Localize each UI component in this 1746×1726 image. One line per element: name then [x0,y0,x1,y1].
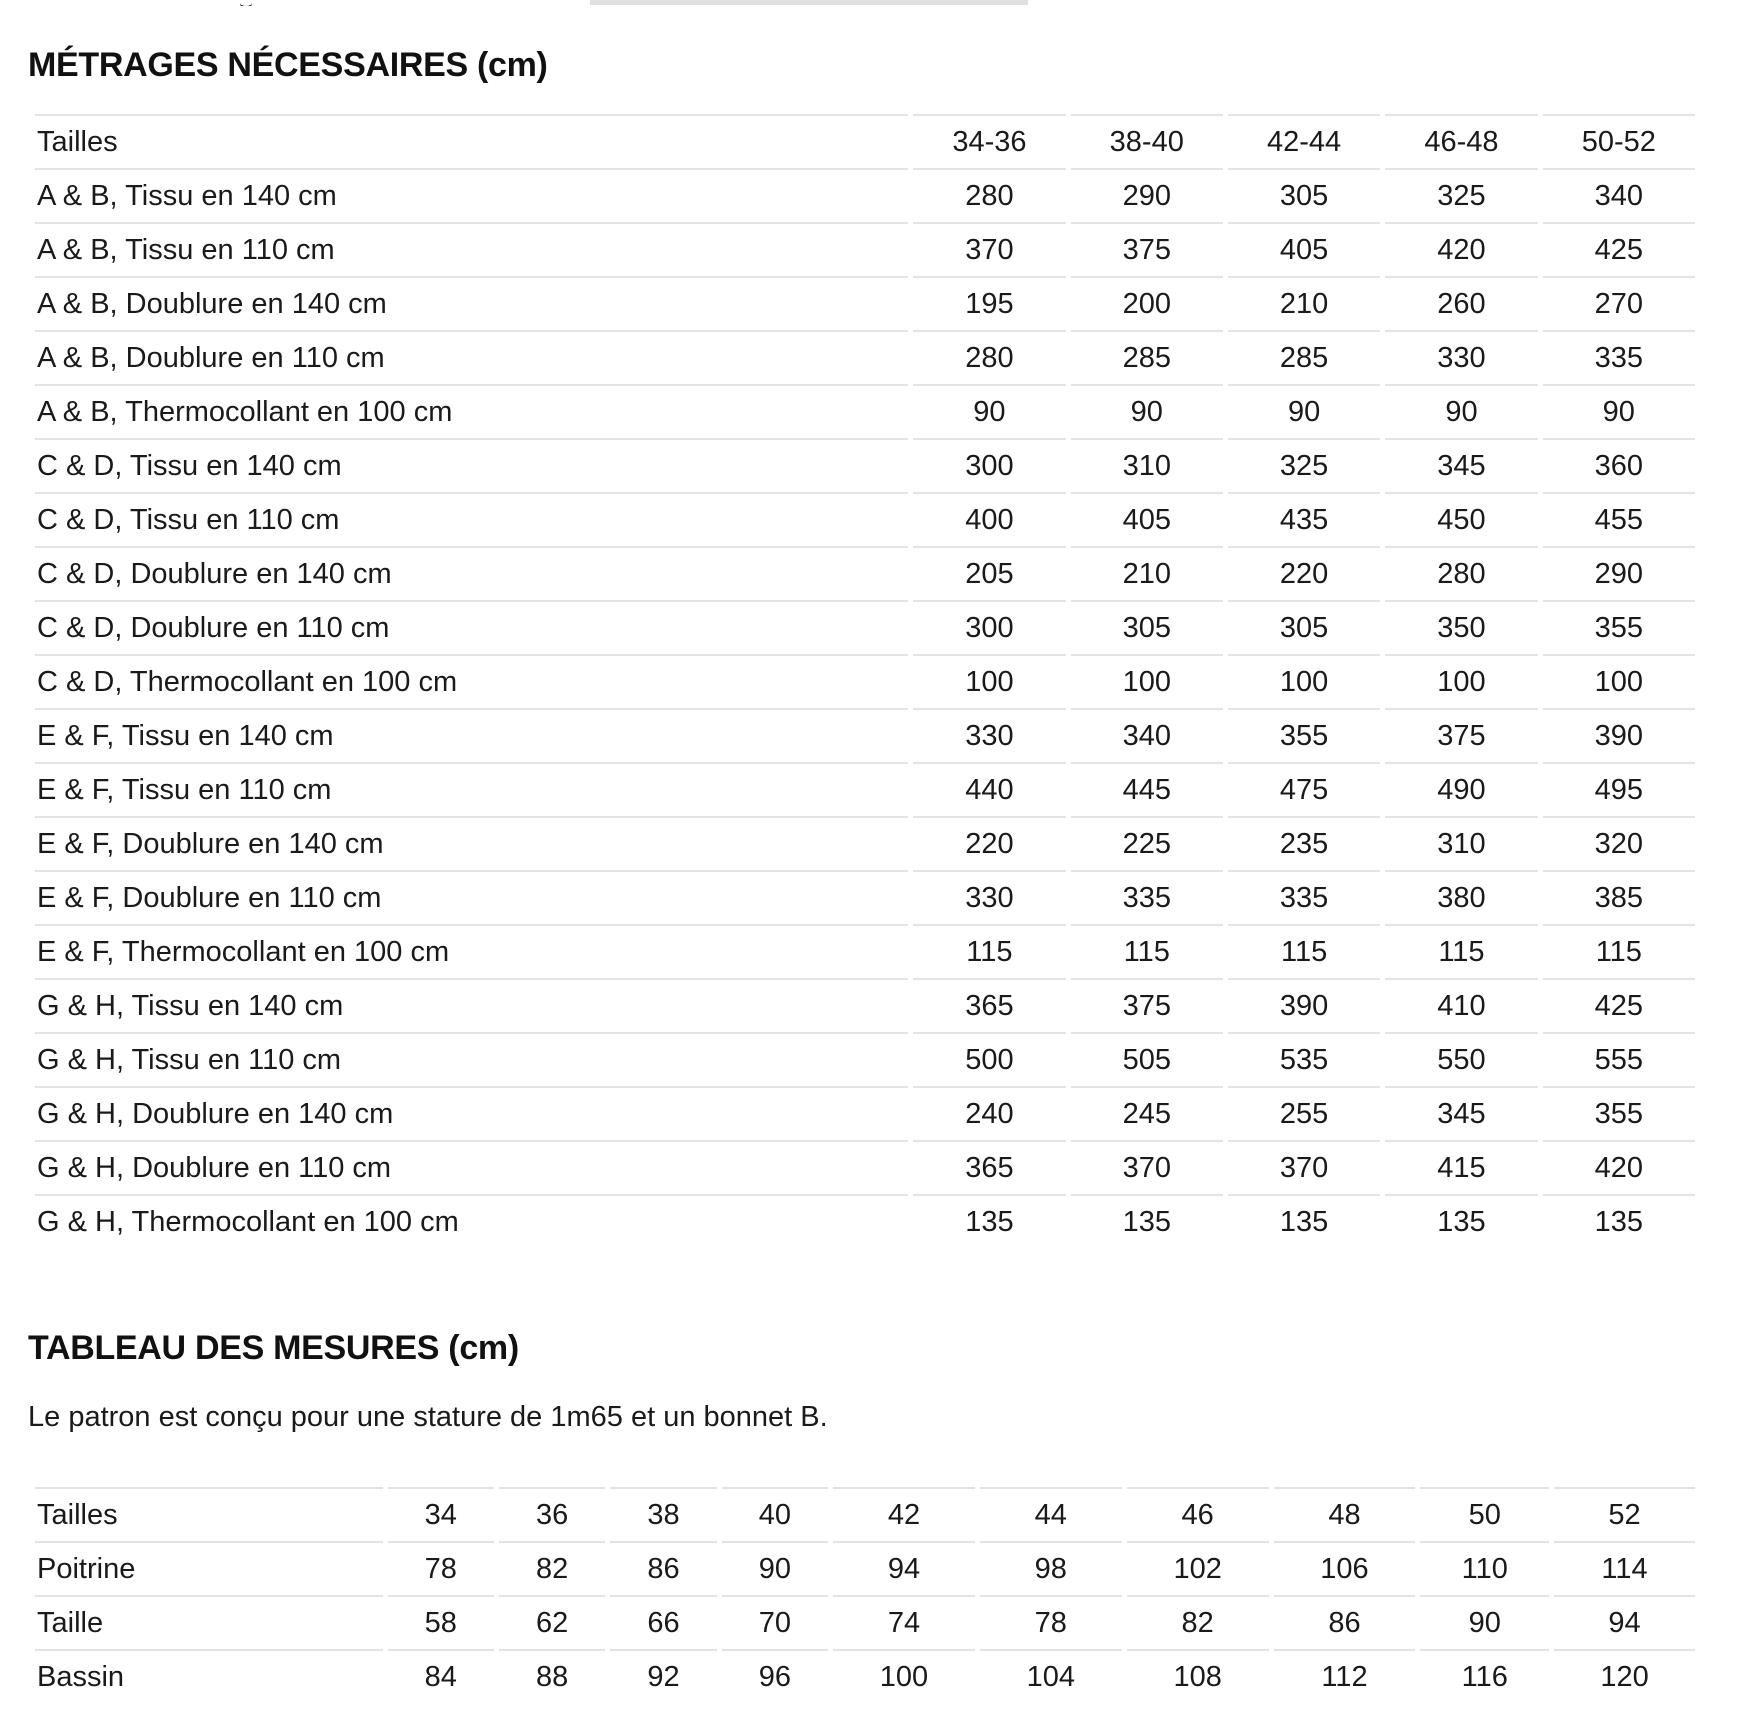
size-header: 38-40 [1071,114,1223,168]
value-cell: 435 [1228,492,1380,546]
value-cell: 325 [1385,168,1537,222]
value-cell: 285 [1228,330,1380,384]
sizes-header-label: Tailles [35,1487,383,1541]
value-cell: 255 [1228,1086,1380,1140]
table-row [35,654,1695,708]
row-label: Poitrine [35,1541,383,1595]
table-row [35,1086,1695,1140]
value-cell: 100 [1543,654,1695,708]
value-cell: 380 [1385,870,1537,924]
value-cell: 66 [610,1595,716,1649]
value-cell: 78 [980,1595,1122,1649]
value-cell: 355 [1228,708,1380,762]
value-cell: 490 [1385,762,1537,816]
table-row [35,438,1695,492]
value-cell: 82 [1127,1595,1269,1649]
mesures-title: TABLEAU DES MESURES (cm) [28,1329,519,1367]
value-cell: 86 [610,1541,716,1595]
value-cell: 100 [1228,654,1380,708]
value-cell: 375 [1071,222,1223,276]
value-cell: 90 [722,1541,828,1595]
value-cell: 210 [1228,276,1380,330]
value-cell: 92 [610,1649,716,1703]
value-cell: 94 [833,1541,975,1595]
value-cell: 410 [1385,978,1537,1032]
value-cell: 290 [1071,168,1223,222]
value-cell: 390 [1543,708,1695,762]
value-cell: 505 [1071,1032,1223,1086]
size-header: 42 [833,1487,975,1541]
value-cell: 375 [1071,978,1223,1032]
size-header: 34 [388,1487,494,1541]
value-cell: 280 [913,168,1065,222]
value-cell: 300 [913,600,1065,654]
value-cell: 390 [1228,978,1380,1032]
value-cell: 58 [388,1595,494,1649]
table-row [35,384,1695,438]
row-label: E & F, Tissu en 110 cm [35,762,908,816]
table-row [35,762,1695,816]
value-cell: 84 [388,1649,494,1703]
table-row [35,168,1695,222]
value-cell: 90 [1543,384,1695,438]
row-label: C & D, Tissu en 110 cm [35,492,908,546]
value-cell: 370 [913,222,1065,276]
table-row [35,978,1695,1032]
size-header: 38 [610,1487,716,1541]
value-cell: 240 [913,1086,1065,1140]
value-cell: 375 [1385,708,1537,762]
row-label: C & D, Doublure en 110 cm [35,600,908,654]
value-cell: 90 [1071,384,1223,438]
size-header: 48 [1274,1487,1416,1541]
value-cell: 90 [1420,1595,1549,1649]
value-cell: 200 [1071,276,1223,330]
value-cell: 370 [1228,1140,1380,1194]
value-cell: 115 [1385,924,1537,978]
value-cell: 365 [913,1140,1065,1194]
pattern-note: Le patron est conçu pour une stature de 1m65 et un bonnet B. [28,1401,828,1433]
value-cell: 115 [1228,924,1380,978]
value-cell: 120 [1554,1649,1695,1703]
row-label: E & F, Thermocollant en 100 cm [35,924,908,978]
size-header: 36 [499,1487,605,1541]
value-cell: 115 [1071,924,1223,978]
table-row [35,600,1695,654]
value-cell: 335 [1071,870,1223,924]
size-header: 46 [1127,1487,1269,1541]
value-cell: 90 [1228,384,1380,438]
table-row [35,1541,1695,1595]
value-cell: 320 [1543,816,1695,870]
value-cell: 100 [913,654,1065,708]
table-row [35,1649,1695,1703]
value-cell: 90 [1385,384,1537,438]
value-cell: 102 [1127,1541,1269,1595]
value-cell: 135 [1385,1194,1537,1248]
value-cell: 450 [1385,492,1537,546]
value-cell: 106 [1274,1541,1416,1595]
header-row [35,1487,1695,1541]
value-cell: 195 [913,276,1065,330]
value-cell: 94 [1554,1595,1695,1649]
value-cell: 220 [1228,546,1380,600]
value-cell: 425 [1543,222,1695,276]
value-cell: 355 [1543,1086,1695,1140]
value-cell: 90 [913,384,1065,438]
value-cell: 425 [1543,978,1695,1032]
value-cell: 440 [913,762,1065,816]
value-cell: 455 [1543,492,1695,546]
value-cell: 370 [1071,1140,1223,1194]
value-cell: 310 [1385,816,1537,870]
value-cell: 78 [388,1541,494,1595]
value-cell: 305 [1228,600,1380,654]
table-row [35,1140,1695,1194]
value-cell: 112 [1274,1649,1416,1703]
value-cell: 220 [913,816,1065,870]
value-cell: 405 [1071,492,1223,546]
value-cell: 310 [1071,438,1223,492]
value-cell: 245 [1071,1086,1223,1140]
value-cell: 500 [913,1032,1065,1086]
value-cell: 475 [1228,762,1380,816]
value-cell: 330 [913,870,1065,924]
value-cell: 420 [1543,1140,1695,1194]
value-cell: 305 [1228,168,1380,222]
row-label: C & D, Thermocollant en 100 cm [35,654,908,708]
value-cell: 116 [1420,1649,1549,1703]
value-cell: 285 [1071,330,1223,384]
value-cell: 550 [1385,1032,1537,1086]
table-row [35,330,1695,384]
value-cell: 74 [833,1595,975,1649]
row-label: C & D, Tissu en 140 cm [35,438,908,492]
size-header: 42-44 [1228,114,1380,168]
header-row [35,114,1695,168]
value-cell: 135 [1071,1194,1223,1248]
value-cell: 330 [913,708,1065,762]
table-row [35,1595,1695,1649]
value-cell: 280 [1385,546,1537,600]
value-cell: 350 [1385,600,1537,654]
value-cell: 415 [1385,1140,1537,1194]
value-cell: 535 [1228,1032,1380,1086]
value-cell: 114 [1554,1541,1695,1595]
row-label: G & H, Thermocollant en 100 cm [35,1194,908,1248]
value-cell: 335 [1543,330,1695,384]
table-row [35,1194,1695,1248]
value-cell: 235 [1228,816,1380,870]
row-label: E & F, Doublure en 110 cm [35,870,908,924]
size-header: 40 [722,1487,828,1541]
value-cell: 300 [913,438,1065,492]
value-cell: 135 [1543,1194,1695,1248]
value-cell: 340 [1543,168,1695,222]
value-cell: 88 [499,1649,605,1703]
value-cell: 115 [1543,924,1695,978]
value-cell: 86 [1274,1595,1416,1649]
value-cell: 340 [1071,708,1223,762]
row-label: A & B, Thermocollant en 100 cm [35,384,908,438]
size-header: 50-52 [1543,114,1695,168]
value-cell: 135 [1228,1194,1380,1248]
value-cell: 290 [1543,546,1695,600]
row-label: G & H, Tissu en 140 cm [35,978,908,1032]
value-cell: 495 [1543,762,1695,816]
value-cell: 115 [913,924,1065,978]
value-cell: 104 [980,1649,1122,1703]
tab-indicator-bar [590,0,1028,5]
value-cell: 355 [1543,600,1695,654]
size-header: 52 [1554,1487,1695,1541]
value-cell: 365 [913,978,1065,1032]
metrages-title: MÉTRAGES NÉCESSAIRES (cm) [28,46,548,84]
sizes-header-label: Tailles [35,114,908,168]
table-row [35,924,1695,978]
value-cell: 420 [1385,222,1537,276]
table-row [35,492,1695,546]
row-label: E & F, Doublure en 140 cm [35,816,908,870]
size-header: 46-48 [1385,114,1537,168]
row-label: C & D, Doublure en 140 cm [35,546,908,600]
value-cell: 400 [913,492,1065,546]
metrages-table [30,114,1700,1248]
row-label: G & H, Doublure en 140 cm [35,1086,908,1140]
value-cell: 205 [913,546,1065,600]
size-header: 44 [980,1487,1122,1541]
table-row [35,1032,1695,1086]
row-label: A & B, Tissu en 110 cm [35,222,908,276]
row-label: E & F, Tissu en 140 cm [35,708,908,762]
value-cell: 96 [722,1649,828,1703]
row-label: A & B, Tissu en 140 cm [35,168,908,222]
value-cell: 270 [1543,276,1695,330]
mesures-table [30,1487,1700,1703]
cut-off-text [240,0,300,6]
value-cell: 385 [1543,870,1695,924]
value-cell: 98 [980,1541,1122,1595]
size-header: 34-36 [913,114,1065,168]
value-cell: 330 [1385,330,1537,384]
row-label: Taille [35,1595,383,1649]
value-cell: 345 [1385,1086,1537,1140]
table-row [35,546,1695,600]
value-cell: 280 [913,330,1065,384]
value-cell: 325 [1228,438,1380,492]
value-cell: 225 [1071,816,1223,870]
value-cell: 100 [1071,654,1223,708]
value-cell: 62 [499,1595,605,1649]
value-cell: 335 [1228,870,1380,924]
row-label: G & H, Tissu en 110 cm [35,1032,908,1086]
value-cell: 135 [913,1194,1065,1248]
row-label: A & B, Doublure en 140 cm [35,276,908,330]
value-cell: 360 [1543,438,1695,492]
row-label: G & H, Doublure en 110 cm [35,1140,908,1194]
value-cell: 108 [1127,1649,1269,1703]
value-cell: 260 [1385,276,1537,330]
row-label: Bassin [35,1649,383,1703]
value-cell: 100 [1385,654,1537,708]
value-cell: 445 [1071,762,1223,816]
size-header: 50 [1420,1487,1549,1541]
value-cell: 100 [833,1649,975,1703]
value-cell: 555 [1543,1032,1695,1086]
table-row [35,816,1695,870]
value-cell: 82 [499,1541,605,1595]
value-cell: 70 [722,1595,828,1649]
value-cell: 110 [1420,1541,1549,1595]
table-row [35,870,1695,924]
value-cell: 210 [1071,546,1223,600]
value-cell: 305 [1071,600,1223,654]
table-row [35,708,1695,762]
value-cell: 405 [1228,222,1380,276]
value-cell: 345 [1385,438,1537,492]
table-row [35,276,1695,330]
table-row [35,222,1695,276]
row-label: A & B, Doublure en 110 cm [35,330,908,384]
